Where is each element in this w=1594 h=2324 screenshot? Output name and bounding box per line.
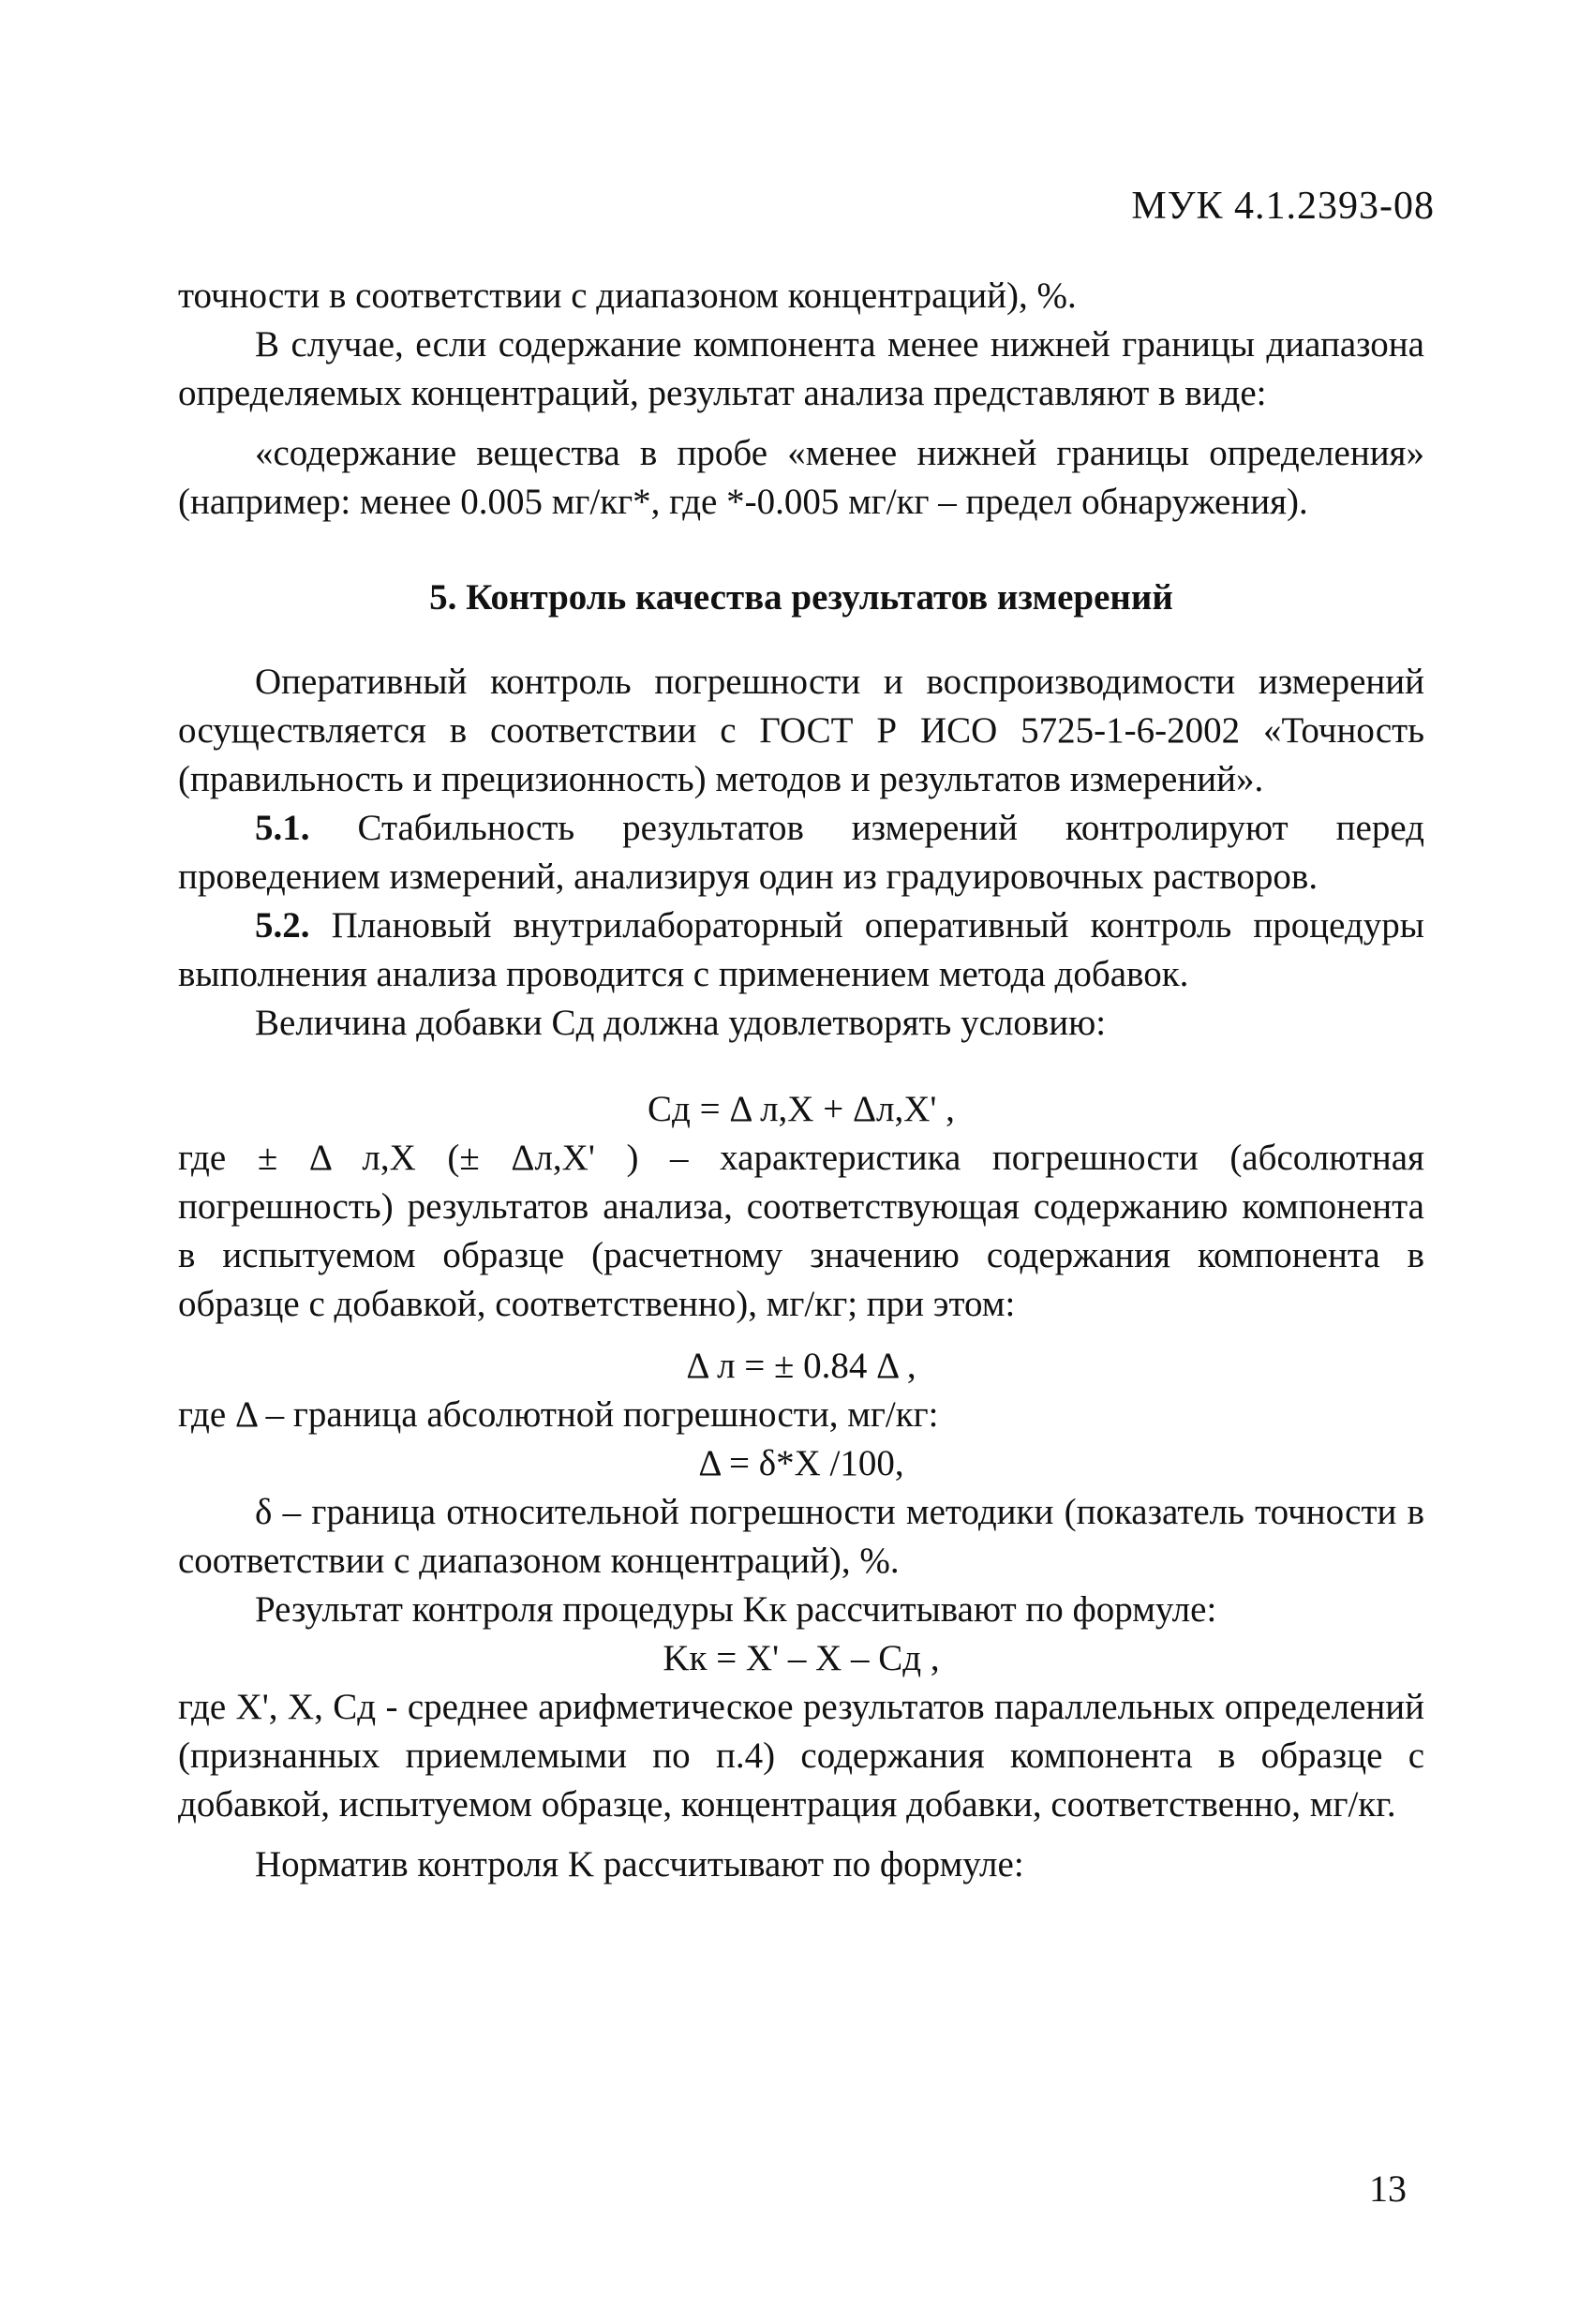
document-code: МУК 4.1.2393-08 bbox=[1131, 185, 1435, 228]
paragraph-5-2 bbox=[178, 901, 1424, 999]
clause-number-5-1: 5.1. bbox=[255, 808, 310, 848]
formula-additive: Cд = Δ л,X + Δл,X' , bbox=[648, 1089, 955, 1129]
clause-text-5-2: Плановый внутрилабораторный оперативный контроль процедуры выполнения анализа проводится с применением метода добавок. bbox=[178, 905, 1424, 994]
paragraph-operational-control: Оперативный контроль погрешности и воспроизводимости измерений осуществляется в соответствии с ГОСТ Р ИСО 5725-1-6-2002 «Точность (правильность и прецизионность) методов и результатов измерений». bbox=[178, 662, 1424, 799]
paragraph-5-1 bbox=[178, 804, 1424, 901]
clause-number-5-2: 5.2. bbox=[255, 905, 310, 946]
paragraph-additive-condition: Величина добавки Cд должна удовлетворять условию: bbox=[255, 1003, 1107, 1043]
paragraph-mean-values: где X', X, Cд - среднее арифметическое результатов параллельных определений (признанных приемлемыми по п.4) содержания компонента в образце с добавкой, испытуемом образце, концентрация добавки, соответственно, мг/кг. bbox=[178, 1687, 1424, 1825]
page-body bbox=[178, 272, 1424, 1889]
formula-kk: Kк = X' – X – Cд , bbox=[663, 1638, 940, 1678]
clause-text-5-1: Стабильность результатов измерений контролируют перед проведением измерений, анализируя один из градуировочных растворов. bbox=[178, 808, 1424, 897]
page-number: 13 bbox=[1369, 2168, 1407, 2210]
paragraph-control-norm: Норматив контроля K рассчитывают по формуле: bbox=[255, 1844, 1024, 1885]
formula-delta-l: Δ л = ± 0.84 Δ , bbox=[686, 1346, 916, 1386]
paragraph-error-characteristic: где ± Δ л,X (± Δл,X' ) – характеристика погрешности (абсолютная погрешность) результатов анализа, соответствующая содержанию компонента в испытуемом образце (расчетному значению содержания компонента в образце с добавкой, соответственно), мг/кг; при этом: bbox=[178, 1138, 1424, 1324]
paragraph-absolute-error: где Δ – граница абсолютной погрешности, мг/кг: bbox=[178, 1394, 939, 1435]
paragraph-control-result: Результат контроля процедуры Kк рассчитывают по формуле: bbox=[255, 1589, 1217, 1630]
section-title: 5. Контроль качества результатов измерений bbox=[429, 577, 1173, 618]
paragraph-result-format: «содержание вещества в пробе «менее нижней границы определения» (например: менее 0.005 мг/кг*, где *-0.005 мг/кг – предел обнаружения). bbox=[178, 433, 1424, 522]
paragraph-continuation: точности в соответствии с диапазоном концентраций), %. bbox=[178, 276, 1077, 316]
paragraph-relative-error: δ – граница относительной погрешности методики (показатель точности в соответствии с диапазоном концентраций), %. bbox=[178, 1492, 1424, 1581]
formula-delta: Δ = δ*X /100, bbox=[698, 1443, 904, 1483]
paragraph-lower-limit: В случае, если содержание компонента менее нижней границы диапазона определяемых концентраций, результат анализа представляют в виде: bbox=[178, 324, 1424, 413]
